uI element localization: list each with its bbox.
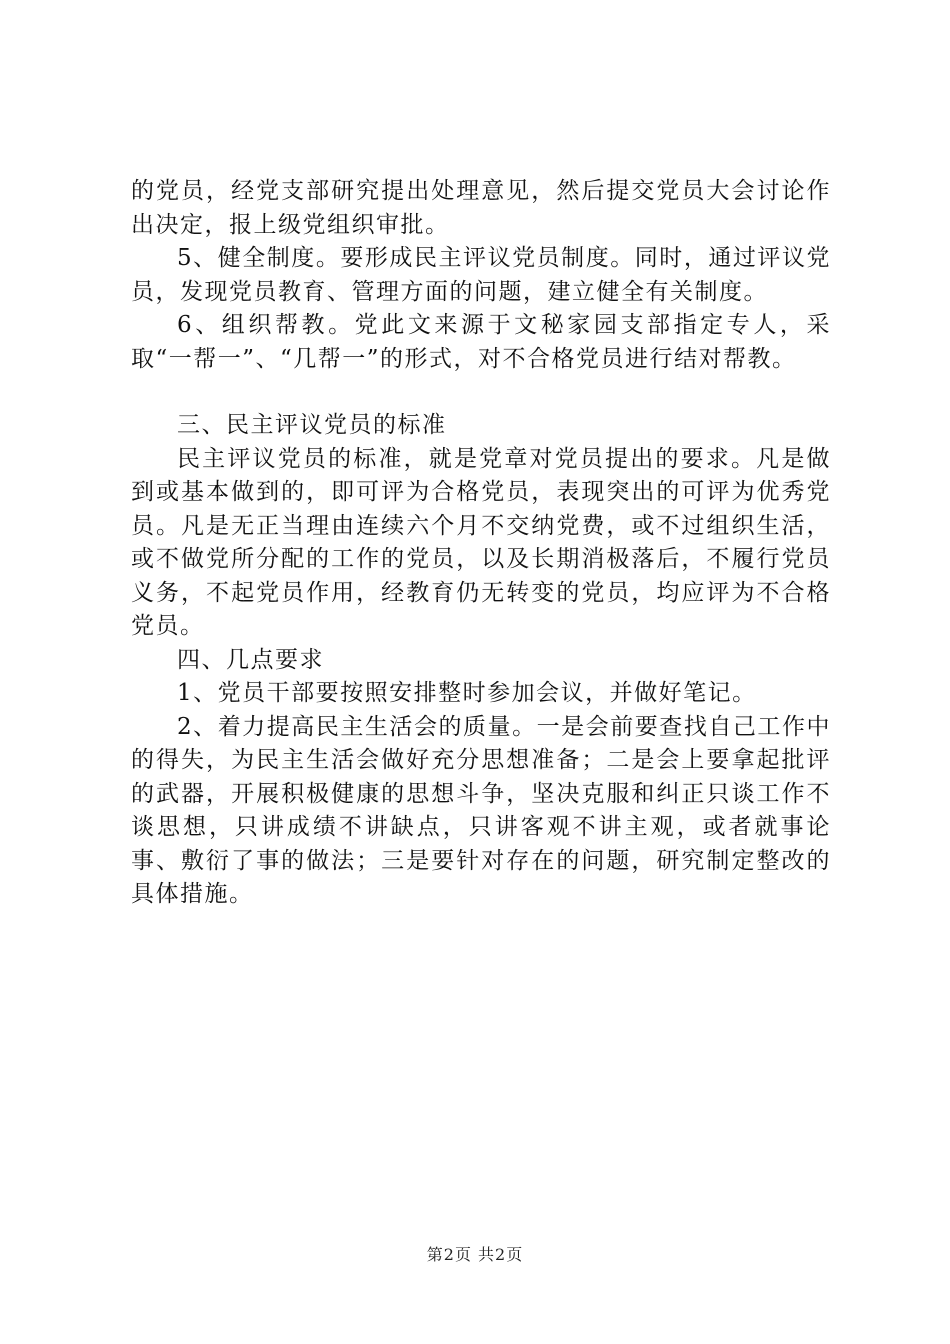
- paragraph-spacer: [131, 376, 831, 409]
- document-body: [131, 175, 831, 912]
- page-footer: 第2页 共2页: [426, 1245, 524, 1264]
- section-heading-3: 三、民主评议党员的标准: [177, 412, 447, 438]
- paragraph-requirement-2: 2、着力提高民主生活会的质量。一是会前要查找自己工作中的得失，为民主生活会做好充分思想准备；二是会上要拿起批评的武器，开展积极健康的思想斗争，坚决克服和纠正只谈工作不谈思想，只讲成绩不讲缺点，只讲客观不讲主观，或者就事论事、敷衍了事的做法；三是要针对存在的问题，研究制定整改的具体措施。: [131, 713, 831, 907]
- paragraph-item-5: 5、健全制度。要形成民主评议党员制度。同时，通过评议党员，发现党员教育、管理方面的问题，建立健全有关制度。: [131, 245, 831, 305]
- paragraph-item-6: 6、组织帮教。党此文来源于文秘家园支部指定专人，采取“一帮一”、“几帮一”的形式，对不合格党员进行结对帮教。: [131, 312, 831, 372]
- paragraph-standards: 民主评议党员的标准，就是党章对党员提出的要求。凡是做到或基本做到的，即可评为合格党员，表现突出的可评为优秀党员。凡是无正当理由连续六个月不交纳党费，或不过组织生活，或不做党所分配的工作的党员，以及长期消极落后，不履行党员义务，不起党员作用，经教育仍无转变的党员，均应评为不合格党员。: [131, 445, 831, 639]
- section-heading-4: 四、几点要求: [177, 646, 324, 673]
- paragraph-continuation: 的党员，经党支部研究提出处理意见，然后提交党员大会讨论作出决定，报上级党组织审批。: [131, 178, 831, 238]
- paragraph-requirement-1: 1、党员干部要按照安排整时参加会议，并做好笔记。: [177, 680, 757, 706]
